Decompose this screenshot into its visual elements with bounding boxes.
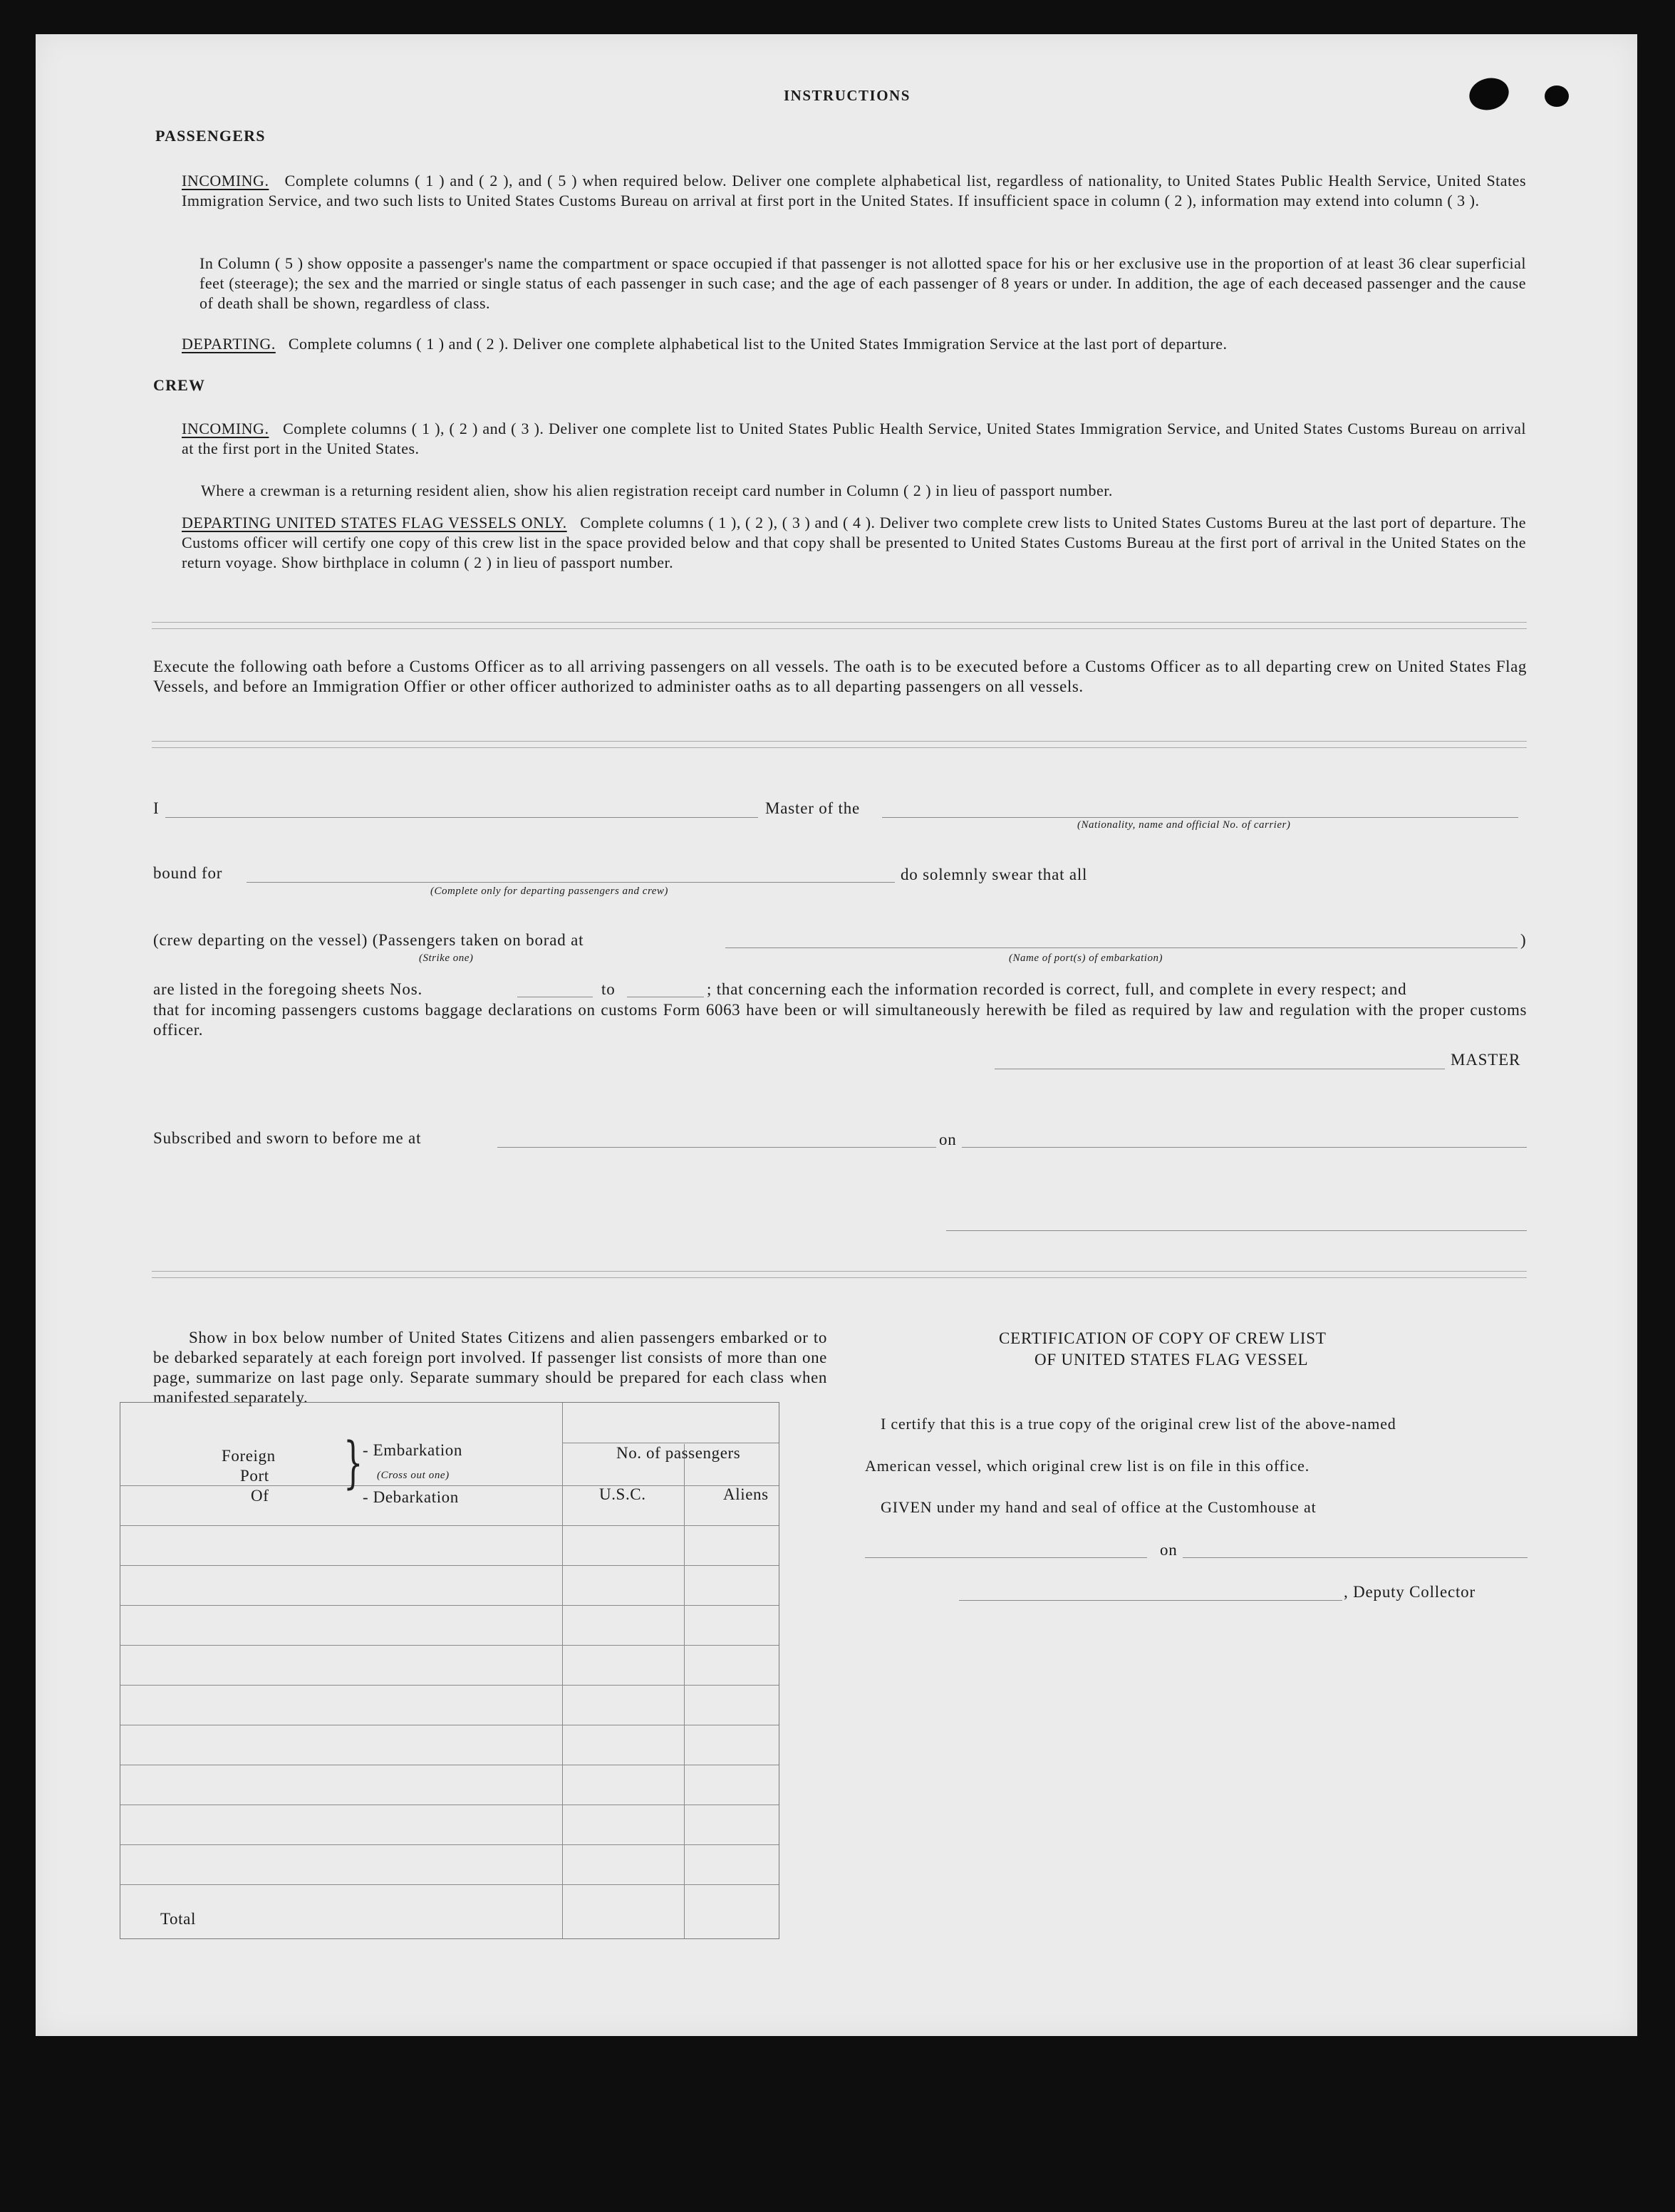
passengers-departing-label: DEPARTING. — [182, 335, 276, 353]
certification-on-label: on — [1160, 1541, 1178, 1559]
crew-departing-label: DEPARTING UNITED STATES FLAG VESSELS ONLY. — [182, 514, 567, 531]
section-divider — [152, 622, 1527, 623]
page-title: INSTRUCTIONS — [784, 87, 911, 104]
carrier-caption: (Nationality, name and official No. of carrier) — [1077, 819, 1291, 831]
table-column-divider — [562, 1403, 563, 1938]
certification-line1: I certify that this is a true copy of the original crew list of the above-named — [881, 1415, 1396, 1433]
section-divider — [152, 741, 1527, 742]
carrier-field[interactable] — [882, 817, 1518, 818]
crew-departing-text: Complete columns ( 1 ), ( 2 ), ( 3 ) and ( 4 ). Deliver two complete crew lists to United States Customs Bureu at the last port of departure. The Customs officer will certify one copy of this crew list in the space provided below and that copy shall be presented to United States Customs Bureau at the first port of arrival in the United States on the return voyage. Show birthplace in column ( 2 ) in lieu of passport number. — [182, 514, 1527, 571]
oath-intro-paragraph: Execute the following oath before a Customs Officer as to all arriving passengers on all vessels. The oath is to be executed before a Customs Officer as to all departing crew on United States Flag Vessels, and before an Immigration Offier or other officer authorized to administer oaths as to all departing passengers on all vessels. — [153, 658, 1527, 695]
complete-only-caption: (Complete only for departing passengers and crew) — [430, 886, 668, 897]
passengers-incoming-text: Complete columns ( 1 ) and ( 2 ), and ( 5 ) when required below. Deliver one complete alphabetical list, regardless of nationality, to United States Public Health Service, United States Immigration Service, and two such lists to United States Customs Bureau on arrival at first port in the United States. If insufficient space in column ( 2 ), information may extend into column ( 3 ). — [182, 172, 1527, 209]
certification-date-field[interactable] — [1183, 1557, 1528, 1558]
certification-line2: American vessel, which original crew list is on file in this office. — [865, 1457, 1310, 1475]
passenger-summary-table — [120, 1402, 779, 1939]
certification-line3: GIVEN under my hand and seal of office at the Customhouse at — [881, 1498, 1317, 1516]
officer-signature-field[interactable] — [946, 1230, 1527, 1231]
closing-paren: ) — [1520, 931, 1527, 949]
master-name-field[interactable] — [165, 817, 758, 818]
passengers-incoming-paragraph — [182, 171, 1526, 211]
master-of-the-label: Master of the — [765, 799, 861, 817]
no-of-passengers-header: No. of passengers — [616, 1444, 741, 1462]
sworn-date-field[interactable] — [962, 1147, 1527, 1148]
passengers-departing-text: Complete columns ( 1 ) and ( 2 ). Deliver one complete alphabetical list to the United States Immigration Service at the last port of departure. — [288, 335, 1228, 353]
ink-blot — [1545, 85, 1569, 107]
customhouse-field[interactable] — [865, 1557, 1147, 1558]
port-label: Port — [240, 1467, 269, 1485]
debarkation-label: - Debarkation — [363, 1488, 459, 1506]
table-column-divider — [684, 1444, 685, 1938]
section-heading-crew: CREW — [153, 376, 206, 394]
strike-one-caption: (Strike one) — [419, 952, 474, 964]
deputy-collector-label: , Deputy Collector — [1344, 1583, 1476, 1601]
certification-heading-line2: OF UNITED STATES FLAG VESSEL — [1034, 1351, 1309, 1369]
crew-incoming-paragraph — [182, 419, 1526, 459]
section-divider — [152, 628, 1527, 629]
master-signature-label: MASTER — [1451, 1051, 1521, 1069]
embarkation-port-field[interactable] — [725, 947, 1518, 948]
of-label: Of — [251, 1487, 269, 1505]
summary-instructions: Show in box below number of United States Citizens and alien passengers embarked or to be debarked separately at each foreign port involved. If passenger list consists of more than one page, summarize on last page only. Separate summary should be prepared for each class when manifested separately. — [153, 1329, 827, 1406]
deputy-collector-signature-field[interactable] — [959, 1600, 1342, 1601]
table-row — [120, 1645, 779, 1646]
table-row — [120, 1525, 779, 1526]
passengers-departing-paragraph — [182, 334, 1526, 354]
section-heading-passengers: PASSENGERS — [155, 127, 266, 145]
table-header-divider — [120, 1485, 779, 1486]
aliens-header: Aliens — [723, 1485, 769, 1503]
bound-for-field[interactable] — [247, 882, 895, 883]
section-divider — [152, 747, 1527, 748]
crew-incoming-text: Complete columns ( 1 ), ( 2 ) and ( 3 ). Deliver one complete list to United States Public Health Service, United States Immigration Service, and United States Customs Bureau on arrival at the first port in the United States. — [182, 420, 1526, 457]
passengers-column5-paragraph: In Column ( 5 ) show opposite a passenger's name the compartment or space occupied if that passenger is not allotted space for his or her exclusive use in the proportion of at least 36 clear superficial feet (steerage); the sex and the married or single status of each passenger in such case; and the age of each passenger of 8 years or under. In addition, the age of each deceased passenger and the cause of death shall be shown, regardless of class. — [199, 254, 1526, 312]
passengers-incoming-label: INCOMING. — [182, 172, 269, 189]
do-solemnly-label: do solemnly swear that all — [901, 866, 1088, 883]
usc-header: U.S.C. — [599, 1485, 646, 1503]
section-divider — [152, 1271, 1527, 1272]
crew-incoming-label: INCOMING. — [182, 420, 269, 437]
listed-rest-text: that for incoming passengers customs baggage declarations on customs Form 6063 have been or will simultaneously herewith be filed as required by law and regulation with the proper customs officer. — [153, 1001, 1527, 1039]
oath-i-label: I — [153, 799, 160, 817]
cross-out-caption: (Cross out one) — [377, 1470, 450, 1481]
table-row — [120, 1884, 779, 1885]
sworn-place-field[interactable] — [497, 1147, 936, 1148]
crew-resident-paragraph: Where a crewman is a returning resident alien, show his alien registration receipt card number in Column ( 2 ) in lieu of passport number. — [201, 482, 1113, 499]
listed-prefix: are listed in the foregoing sheets Nos. — [153, 980, 423, 998]
port-caption: (Name of port(s) of embarkation) — [1009, 952, 1163, 964]
table-row — [120, 1565, 779, 1566]
sworn-on-label: on — [939, 1131, 957, 1148]
embarkation-label: - Embarkation — [363, 1441, 463, 1459]
brace-icon: } — [343, 1431, 363, 1495]
bound-for-label: bound for — [153, 864, 223, 882]
total-label: Total — [160, 1910, 196, 1928]
table-row — [120, 1844, 779, 1845]
to-label: to — [601, 980, 616, 998]
certification-heading-line1: CERTIFICATION OF COPY OF CREW LIST — [999, 1329, 1327, 1347]
foreign-label: Foreign — [222, 1447, 276, 1465]
listed-rest-line1: ; that concerning each the information recorded is correct, full, and complete in every respect; and — [707, 980, 1407, 998]
section-divider — [152, 1277, 1527, 1278]
crew-departing-paragraph — [182, 513, 1526, 573]
table-row — [120, 1605, 779, 1606]
table-row — [120, 1685, 779, 1686]
crew-departing-label: (crew departing on the vessel) (Passengers taken on borad at — [153, 931, 584, 949]
subscribed-label: Subscribed and sworn to before me at — [153, 1129, 422, 1147]
